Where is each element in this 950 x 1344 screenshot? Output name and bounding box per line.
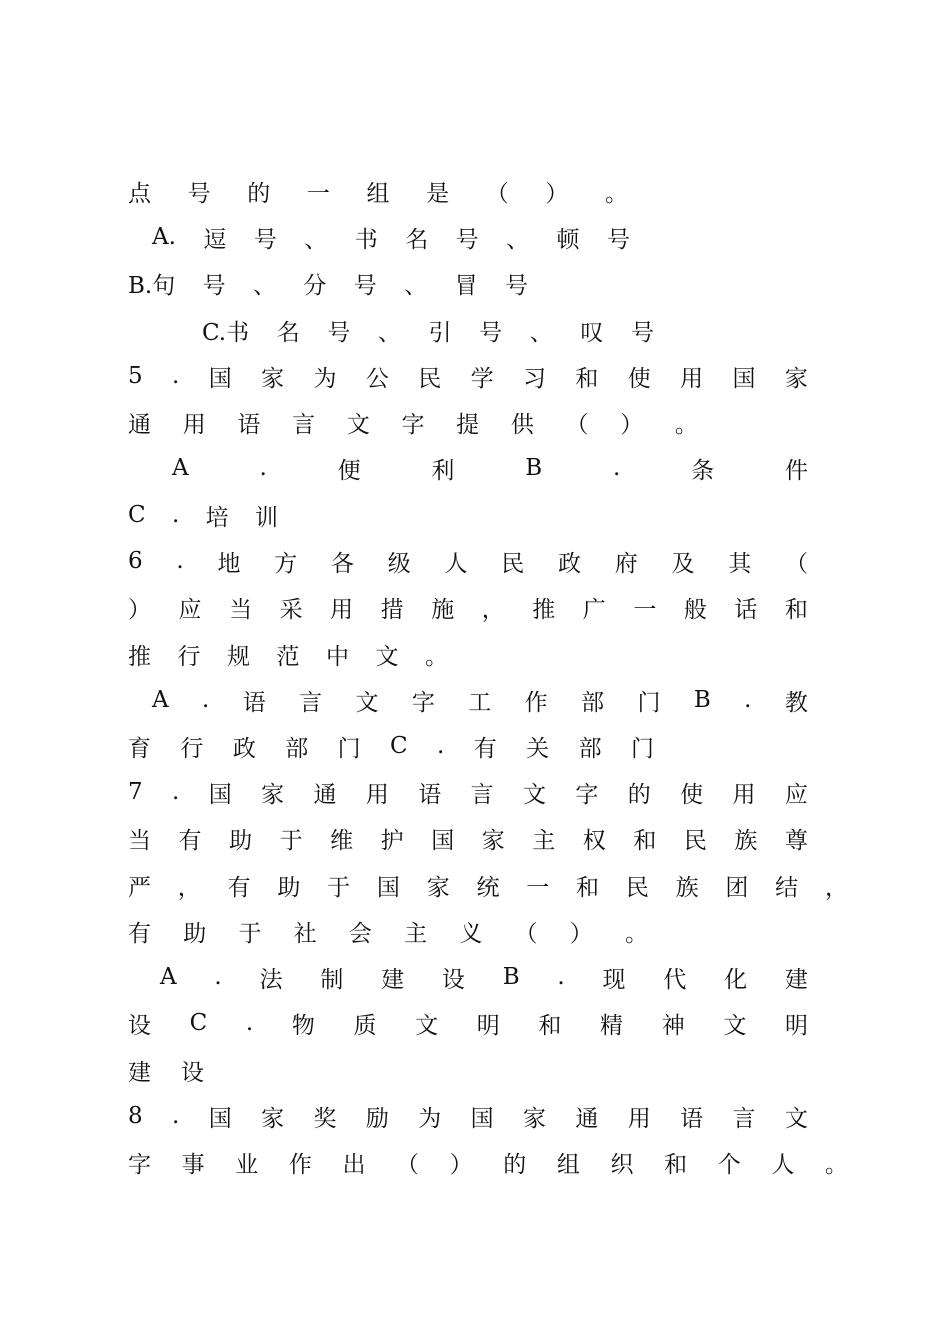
text-token: 有 [473, 735, 497, 762]
text-token: 门 [630, 735, 654, 762]
text-line [128, 171, 628, 211]
text-token: C.书 [202, 319, 250, 346]
text-token: 为 [418, 1105, 442, 1132]
text-token: 推 [532, 596, 556, 623]
text-token: 文 [346, 411, 370, 438]
text-token: 的 [503, 1151, 527, 1178]
text-token: . [171, 502, 180, 528]
text-token: 主 [404, 920, 428, 947]
text-token: 范 [276, 643, 300, 670]
text-token: 为 [313, 365, 337, 392]
text-token: ， [824, 874, 848, 901]
text-token: 于 [238, 920, 262, 947]
text-token: （ [514, 920, 538, 947]
text-token: 作 [524, 689, 548, 716]
text-token: 文 [784, 1105, 808, 1132]
text-token: 国 [470, 1105, 494, 1132]
text-token: 便 [337, 457, 361, 484]
text-token: 号 [607, 226, 630, 253]
text-token: 号 [187, 180, 211, 207]
text-token: 家 [426, 874, 450, 901]
text-line [152, 680, 808, 720]
text-token: 语 [242, 689, 266, 716]
text-line [128, 865, 848, 905]
text-token: 文 [723, 1012, 747, 1039]
text-token: 建 [128, 1059, 151, 1086]
text-token: 提 [456, 411, 480, 438]
text-token: 国 [732, 365, 756, 392]
text-token: 门 [337, 735, 361, 762]
text-token: （ [784, 550, 808, 577]
text-token: 条 [691, 457, 715, 484]
text-line [172, 448, 808, 488]
text-token: 家 [481, 827, 505, 854]
text-token: 分 [303, 272, 327, 299]
text-token: 人 [771, 1151, 795, 1178]
text-token: 质 [353, 1012, 377, 1039]
text-token: 部 [578, 735, 602, 762]
text-token: 法 [259, 966, 283, 993]
text-token: 主 [532, 827, 556, 854]
text-token: . [245, 1010, 254, 1036]
text-token: 引 [428, 319, 452, 346]
text-token: 字 [575, 781, 599, 808]
text-token: . [176, 548, 184, 574]
text-token: 国 [208, 1105, 232, 1132]
text-token: 组 [366, 180, 390, 207]
text-token: 业 [235, 1151, 259, 1178]
text-token: 语 [418, 781, 442, 808]
text-token: 使 [627, 365, 651, 392]
text-token: 名 [276, 319, 300, 346]
text-token: 应 [784, 781, 808, 808]
text-line [128, 402, 698, 442]
text-token: 施 [431, 596, 455, 623]
text-token: 建 [381, 966, 405, 993]
text-token: 的 [627, 781, 651, 808]
text-token: 字 [411, 689, 435, 716]
text-token: 民 [501, 550, 525, 577]
text-token: 措 [380, 596, 404, 623]
text-token: A [152, 687, 169, 713]
text-token: 设 [128, 1012, 151, 1039]
text-token: 号 [479, 319, 503, 346]
text-token: ） [545, 180, 569, 207]
text-token: 名 [405, 226, 429, 253]
text-token: 作 [288, 1151, 312, 1178]
text-line [128, 495, 278, 535]
text-token: 的 [247, 180, 271, 207]
text-token: 顿 [556, 226, 580, 253]
text-token: 当 [229, 596, 253, 623]
text-token: A. [152, 224, 176, 250]
text-token: ） [620, 411, 644, 438]
text-token: 文 [522, 781, 546, 808]
text-token: （ [565, 411, 589, 438]
text-token: 点 [128, 180, 151, 207]
text-token: 训 [255, 504, 278, 531]
text-token: 民 [683, 827, 707, 854]
text-token: 8 [128, 1103, 143, 1129]
text-token: 。 [824, 1151, 848, 1178]
text-token: 号 [202, 272, 226, 299]
text-token: 应 [178, 596, 202, 623]
text-token: A [160, 964, 177, 990]
text-token: 现 [602, 966, 626, 993]
text-token: . [172, 363, 180, 389]
text-token: 门 [637, 689, 661, 716]
text-token: 和 [784, 596, 808, 623]
text-token: B [502, 964, 520, 990]
text-token: 国 [431, 827, 455, 854]
text-token: 推 [128, 643, 151, 670]
text-token: 明 [784, 1012, 808, 1039]
text-token: 国 [376, 874, 400, 901]
text-token: 用 [365, 781, 389, 808]
text-token: 织 [610, 1151, 634, 1178]
text-token: 冒 [454, 272, 478, 299]
text-token: 、 [304, 226, 328, 253]
text-token: 有 [227, 874, 251, 901]
text-token: 书 [354, 226, 378, 253]
text-token: 及 [671, 550, 695, 577]
text-line [128, 1142, 848, 1182]
text-token: 神 [661, 1012, 685, 1039]
text-token: 育 [128, 735, 151, 762]
text-token: . [172, 779, 180, 805]
text-token: 号 [504, 272, 528, 299]
text-token: 行 [177, 643, 201, 670]
text-token: 家 [261, 781, 285, 808]
text-token: 关 [526, 735, 550, 762]
text-token: （ [396, 1151, 420, 1178]
text-token: B [693, 687, 711, 713]
text-token: 逗 [203, 226, 227, 253]
text-line [128, 818, 808, 858]
text-token: 。 [624, 920, 648, 947]
text-token: 号 [253, 226, 277, 253]
text-line [160, 957, 808, 997]
text-token: 代 [663, 966, 687, 993]
text-token: 统 [476, 874, 500, 901]
text-token: 国 [208, 365, 232, 392]
text-token: 级 [387, 550, 411, 577]
text-token: ， [481, 596, 505, 623]
text-token: 文 [355, 689, 379, 716]
text-token: 设 [181, 1059, 204, 1086]
text-token: C [390, 733, 408, 759]
text-token: 精 [600, 1012, 624, 1039]
text-token: 培 [205, 504, 229, 531]
text-token: . [259, 455, 267, 481]
text-token: 行 [180, 735, 204, 762]
text-token: 言 [299, 689, 323, 716]
text-token: 当 [128, 827, 151, 854]
text-token: 各 [330, 550, 354, 577]
text-token: 通 [128, 411, 151, 438]
text-token: 、 [529, 319, 553, 346]
text-token: 供 [510, 411, 534, 438]
text-token: ） [128, 596, 151, 623]
text-token: 家 [261, 1105, 285, 1132]
text-token: 语 [680, 1105, 704, 1132]
text-token: 字 [128, 1151, 151, 1178]
text-token: C [128, 502, 146, 528]
text-token: 事 [181, 1151, 205, 1178]
text-line [128, 1050, 204, 1090]
text-token: 民 [418, 365, 442, 392]
text-token: 民 [625, 874, 649, 901]
text-token: 化 [724, 966, 748, 993]
text-token: 护 [380, 827, 404, 854]
text-token: . [214, 964, 222, 990]
text-token: 习 [522, 365, 546, 392]
text-token: （ [485, 180, 509, 207]
text-line [152, 217, 630, 257]
text-line [128, 911, 648, 951]
text-token: 府 [614, 550, 638, 577]
text-token: 号 [455, 226, 479, 253]
text-token: 族 [675, 874, 699, 901]
text-token: ） [449, 1151, 473, 1178]
text-line [128, 772, 808, 812]
text-token: 于 [327, 874, 351, 901]
text-token: 尊 [784, 827, 808, 854]
text-token: 中 [326, 643, 349, 670]
text-token: 采 [279, 596, 303, 623]
text-token: 号 [630, 319, 654, 346]
text-token: 有 [178, 827, 202, 854]
text-token: 出 [342, 1151, 366, 1178]
text-token: 利 [431, 457, 455, 484]
text-token: 物 [291, 1012, 315, 1039]
text-token: 政 [232, 735, 256, 762]
text-token: . [437, 733, 445, 759]
text-token: ） [569, 920, 593, 947]
text-token: 奖 [313, 1105, 337, 1132]
text-token: 通 [313, 781, 337, 808]
text-line [128, 1003, 808, 1043]
text-token: 团 [725, 874, 749, 901]
text-token: 用 [732, 781, 756, 808]
text-token: 设 [441, 966, 465, 993]
text-token: 言 [470, 781, 494, 808]
text-token: 6 [128, 548, 143, 574]
text-token: . [202, 687, 210, 713]
text-token: 部 [285, 735, 309, 762]
text-token: 人 [444, 550, 468, 577]
text-line [128, 263, 528, 303]
text-token: 号 [353, 272, 377, 299]
text-token: 5 [128, 363, 143, 389]
text-token: . [172, 1103, 180, 1129]
text-token: 维 [330, 827, 354, 854]
text-token: 一 [633, 596, 657, 623]
text-token: 于 [279, 827, 303, 854]
text-token: 文 [375, 643, 399, 670]
text-token: A [172, 455, 189, 481]
text-token: 规 [227, 643, 250, 670]
text-token: 地 [217, 550, 241, 577]
text-token: B [525, 455, 543, 481]
text-token: 学 [470, 365, 494, 392]
text-token: . [612, 455, 621, 481]
text-token: 、 [377, 319, 401, 346]
text-token: 方 [274, 550, 298, 577]
text-line [128, 634, 448, 674]
text-token: 结 [775, 874, 799, 901]
text-token: 和 [633, 827, 657, 854]
text-token: 件 [784, 457, 808, 484]
text-token: . [557, 964, 565, 990]
text-line [128, 541, 808, 581]
text-token: 、 [404, 272, 428, 299]
text-token: 和 [664, 1151, 688, 1178]
text-line [128, 587, 808, 627]
text-token: 部 [581, 689, 605, 716]
text-token: 其 [728, 550, 752, 577]
text-token: 家 [784, 365, 808, 392]
text-token: 是 [426, 180, 450, 207]
text-token: 话 [734, 596, 758, 623]
text-token: . [744, 687, 752, 713]
text-token: 用 [330, 596, 354, 623]
text-token: 用 [680, 365, 704, 392]
text-token: 助 [277, 874, 301, 901]
text-token: 政 [557, 550, 581, 577]
text-token: 助 [229, 827, 253, 854]
text-token: 国 [208, 781, 232, 808]
text-token: 。 [605, 180, 628, 207]
text-token: 一 [526, 874, 550, 901]
text-token: 。 [425, 643, 448, 670]
text-token: 严 [128, 874, 151, 901]
text-token: 语 [237, 411, 261, 438]
text-token: 制 [320, 966, 344, 993]
text-token: 一 [306, 180, 330, 207]
text-token: 文 [415, 1012, 439, 1039]
text-token: 家 [522, 1105, 546, 1132]
text-token: 言 [292, 411, 316, 438]
text-token: 个 [717, 1151, 741, 1178]
text-token: 社 [293, 920, 317, 947]
text-token: 组 [556, 1151, 580, 1178]
text-token: 教 [784, 689, 808, 716]
text-token: 和 [575, 365, 599, 392]
text-token: 号 [327, 319, 351, 346]
text-token: 使 [680, 781, 704, 808]
text-token: 族 [734, 827, 758, 854]
text-token: 言 [732, 1105, 756, 1132]
text-token: 通 [575, 1105, 599, 1132]
text-token: 用 [627, 1105, 651, 1132]
text-token: B.句 [128, 272, 176, 299]
text-line [202, 310, 654, 350]
text-token: 工 [468, 689, 492, 716]
text-token: 明 [476, 1012, 500, 1039]
text-token: 。 [674, 411, 698, 438]
text-token: 般 [683, 596, 707, 623]
text-token: 用 [182, 411, 206, 438]
text-line [128, 1096, 808, 1136]
text-token: 、 [506, 226, 530, 253]
text-line [128, 356, 808, 396]
text-token: 助 [183, 920, 207, 947]
text-token: ， [177, 874, 201, 901]
text-token: 字 [401, 411, 425, 438]
text-token: 权 [582, 827, 606, 854]
text-token: 叹 [580, 319, 604, 346]
text-token: 家 [261, 365, 285, 392]
text-token: 广 [582, 596, 606, 623]
text-token: 和 [538, 1012, 562, 1039]
text-token: 、 [253, 272, 276, 299]
text-line [128, 726, 654, 766]
text-token: 公 [365, 365, 389, 392]
text-token: 有 [128, 920, 151, 947]
text-token: 义 [459, 920, 483, 947]
text-token: 和 [576, 874, 600, 901]
text-token: 励 [365, 1105, 389, 1132]
text-token: C [189, 1010, 208, 1036]
text-token: 建 [784, 966, 808, 993]
text-token: 7 [128, 779, 143, 805]
text-token: 会 [348, 920, 372, 947]
